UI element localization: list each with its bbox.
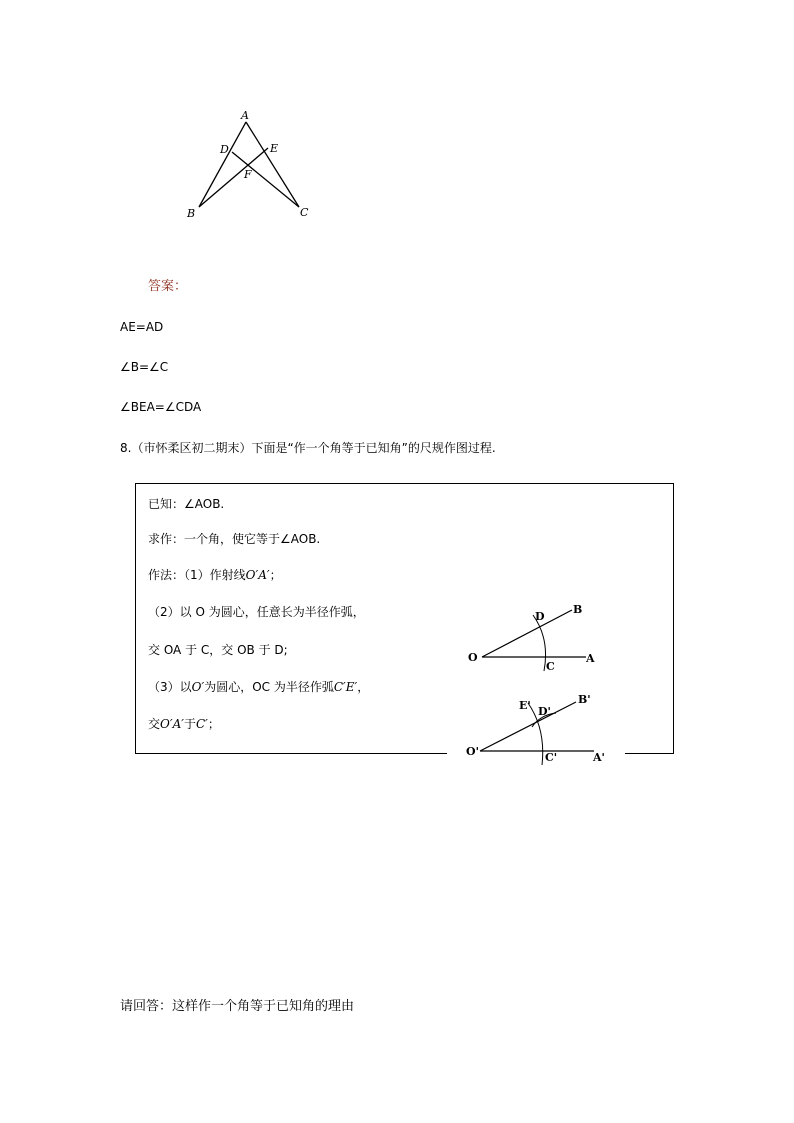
label-a-prime: A' [593, 751, 605, 764]
arc-cd [533, 615, 546, 671]
answer-line-2: ∠B=∠C [120, 360, 169, 374]
label-b-prime: B' [578, 693, 591, 706]
step3-arc: C′E′ [333, 680, 358, 694]
answer-line-1: AE=AD [120, 320, 164, 334]
label-o-prime: O' [466, 745, 479, 758]
problem-8-title: 8.（市怀柔区初二期末）下面是“作一个角等于已知角”的尺规作图过程. [120, 441, 496, 455]
segment-cd [232, 152, 299, 207]
step3-suffix: ， [357, 680, 370, 694]
label-e: E [270, 142, 279, 155]
segment-ab [199, 122, 246, 207]
label-d-top: D [535, 610, 545, 623]
step-2b: 交 OA 于 C，交 OB 于 D; [148, 643, 288, 657]
method-prefix: 作法：（1）作射线 [148, 568, 246, 582]
label-b-top: B [573, 603, 583, 616]
method-line [148, 568, 282, 582]
label-f: F [244, 168, 252, 181]
label-e-prime: E' [519, 699, 531, 712]
known-line: 已知：∠AOB. [148, 497, 225, 511]
label-b: B [187, 207, 196, 220]
label-a-top: A [586, 652, 595, 665]
step3b-suffix: ； [207, 717, 220, 731]
angle-construction-figure [460, 595, 620, 770]
ray-ob [482, 610, 572, 657]
label-d: D [220, 143, 229, 156]
step3b-mid: 于 [183, 717, 196, 731]
step3b-prefix: 交 [148, 717, 161, 731]
label-c-prime: C' [545, 751, 558, 764]
label-o: O [468, 651, 478, 664]
step-2a: （2）以 O 为圆心，任意长为半径作弧， [148, 605, 365, 619]
step-3b [148, 717, 220, 731]
segment-ac [246, 122, 299, 207]
method-ray: O′A′ [245, 568, 270, 582]
method-suffix: ； [269, 568, 282, 582]
step3-mid: 为圆心，OC 为半径作弧 [204, 680, 334, 694]
step-3a [148, 680, 369, 694]
segment-be [199, 148, 268, 207]
step3b-ray: O′A′ [160, 717, 184, 731]
seek-line: 求作：一个角，使它等于∠AOB. [148, 532, 321, 546]
question-line: 请回答：这样作一个角等于已知角的理由 [120, 999, 355, 1014]
label-c: C [300, 206, 309, 219]
step3-prefix: （3）以 [148, 680, 192, 694]
label-c-top: C [546, 660, 555, 673]
label-d-prime: D' [538, 705, 551, 718]
answer-heading: 答案： [148, 279, 188, 294]
label-a: A [241, 109, 249, 122]
step3-center: O′ [191, 680, 205, 694]
answer-line-3: ∠BEA=∠CDA [120, 400, 202, 414]
triangle-figure [180, 105, 320, 230]
step3b-point: C′ [195, 717, 208, 731]
